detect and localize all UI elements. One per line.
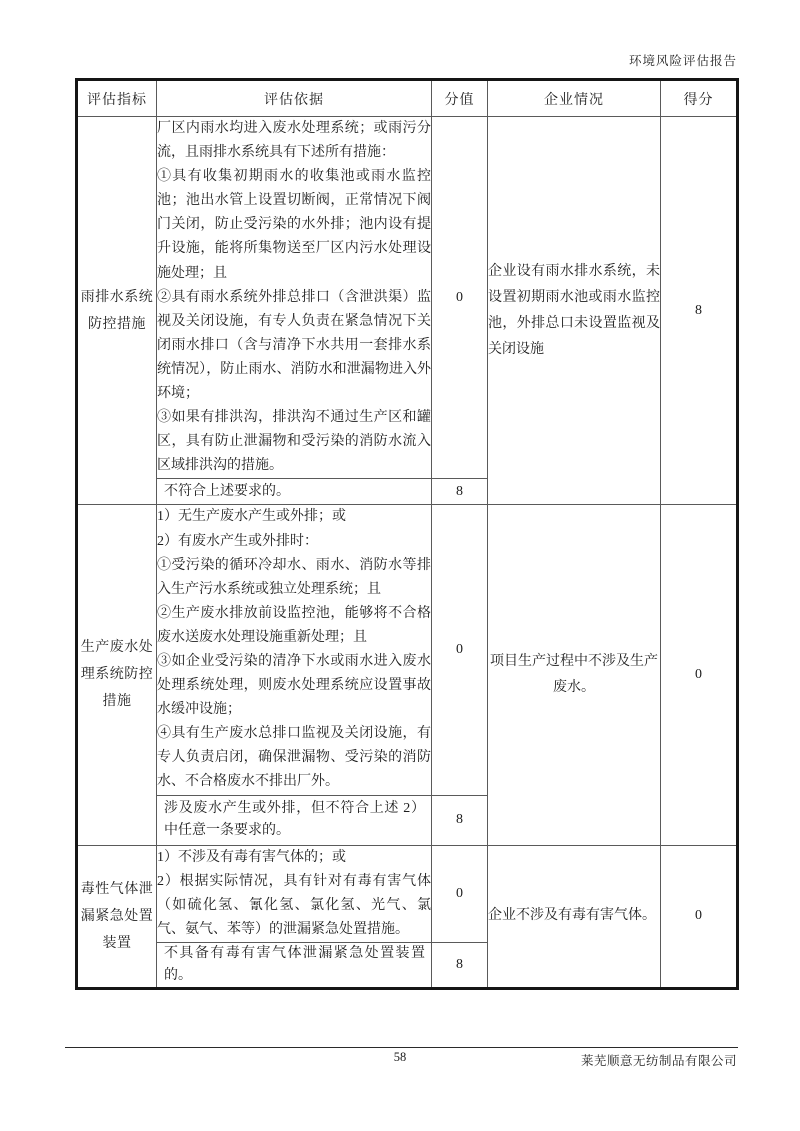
table-row <box>77 845 738 942</box>
column-header-score-value: 分值 <box>432 80 488 117</box>
column-header-enterprise-situation: 企业情况 <box>488 80 661 117</box>
footer-divider <box>65 1047 738 1048</box>
basis-paragraph: 涉及废水产生或外排，但不符合上述 2）中任意一条要求的。 <box>164 801 425 839</box>
basis-paragraph: ②生产废水排放前设监控池，能够将不合格废水送废水处理设施重新处理；且 <box>157 605 431 645</box>
score-value-cell: 8 <box>432 479 488 505</box>
document-header-title: 环境风险评估报告 <box>628 54 737 68</box>
basis-paragraph: 2）有废水产生或外排时： <box>157 533 318 549</box>
enterprise-situation-cell: 企业设有雨水排水系统，未设置初期雨水池或雨水监控池，外排总口未设置监视及关闭设施 <box>488 117 661 505</box>
score-value-cell: 8 <box>432 795 488 845</box>
basis-paragraph: 不具备有毒有害气体泄漏紧急处置装置的。 <box>164 945 425 983</box>
score-value-cell: 0 <box>432 117 488 479</box>
basis-cell <box>157 479 432 505</box>
table-row <box>77 117 738 479</box>
basis-paragraph: 厂区内雨水均进入废水处理系统；或雨污分流，且雨排水系统具有下述所有措施： <box>157 121 431 161</box>
indicator-cell-rain-drainage: 雨排水系统防控措施 <box>77 117 157 505</box>
basis-paragraph: ③如果有排洪沟，排洪沟不通过生产区和罐区，具有防止泄漏物和受污染的消防水流入区域排洪沟的措施。 <box>157 410 431 474</box>
footer-company-name: 莱芜顺意无纺制品有限公司 <box>580 1054 737 1068</box>
score-obtained-cell: 8 <box>661 117 738 505</box>
basis-paragraph: ②具有雨水系统外排总排口（含泄洪渠）监视及关闭设施，有专人负责在紧急情况下关闭雨水排口（含与清净下水共用一套排水系统情况），防止雨水、消防水和泄漏物进入外环境； <box>157 289 431 402</box>
score-value-cell: 0 <box>432 845 488 942</box>
basis-paragraph: 1）不涉及有毒有害气体的；或 <box>157 849 346 865</box>
table-header-row <box>77 80 738 117</box>
score-value-cell: 8 <box>432 942 488 988</box>
score-obtained-cell: 0 <box>661 505 738 845</box>
basis-paragraph: ①受污染的循环冷却水、雨水、消防水等排入生产污水系统或独立处理系统；且 <box>157 557 431 597</box>
basis-cell <box>157 845 432 942</box>
evaluation-table <box>75 78 739 990</box>
basis-cell <box>157 117 432 479</box>
basis-paragraph: ③如企业受污染的清净下水或雨水进入废水处理系统处理，则废水处理系统应设置事故水缓冲设施； <box>157 653 431 718</box>
indicator-cell-toxic-gas-device: 毒性气体泄漏紧急处置装置 <box>77 845 157 988</box>
column-header-score-obtained: 得分 <box>661 80 738 117</box>
basis-paragraph: 1）无生产废水产生或外排；或 <box>157 509 346 525</box>
basis-paragraph: ①具有收集初期雨水的收集池或雨水监控池；池出水管上设置切断阀，正常情况下阀门关闭，防止受污染的水外排；池内设有提升设施，能将所集物送至厂区内污水处理设施处理；且 <box>157 169 431 281</box>
basis-cell <box>157 942 432 988</box>
basis-paragraph: 不符合上述要求的。 <box>164 483 290 499</box>
indicator-cell-wastewater-treatment: 生产废水处理系统防控措施 <box>77 505 157 845</box>
table-row <box>77 505 738 795</box>
column-header-indicator: 评估指标 <box>77 80 157 117</box>
page-number: 58 <box>393 1050 407 1064</box>
basis-paragraph: 2）根据实际情况，具有针对有毒有害气体（如硫化氢、氰化氢、氯化氢、光气、氯气、氨气、苯等）的泄漏紧急处置措施。 <box>157 873 431 937</box>
basis-cell <box>157 795 432 845</box>
enterprise-situation-cell: 项目生产过程中不涉及生产废水。 <box>488 505 661 845</box>
score-value-cell: 0 <box>432 505 488 795</box>
basis-cell <box>157 505 432 795</box>
column-header-basis: 评估依据 <box>157 80 432 117</box>
score-obtained-cell: 0 <box>661 845 738 988</box>
basis-paragraph: ④具有生产废水总排口监视及关闭设施，有专人负责启闭，确保泄漏物、受污染的消防水、不合格废水不排出厂外。 <box>157 726 431 790</box>
enterprise-situation-cell: 企业不涉及有毒有害气体。 <box>488 845 661 988</box>
